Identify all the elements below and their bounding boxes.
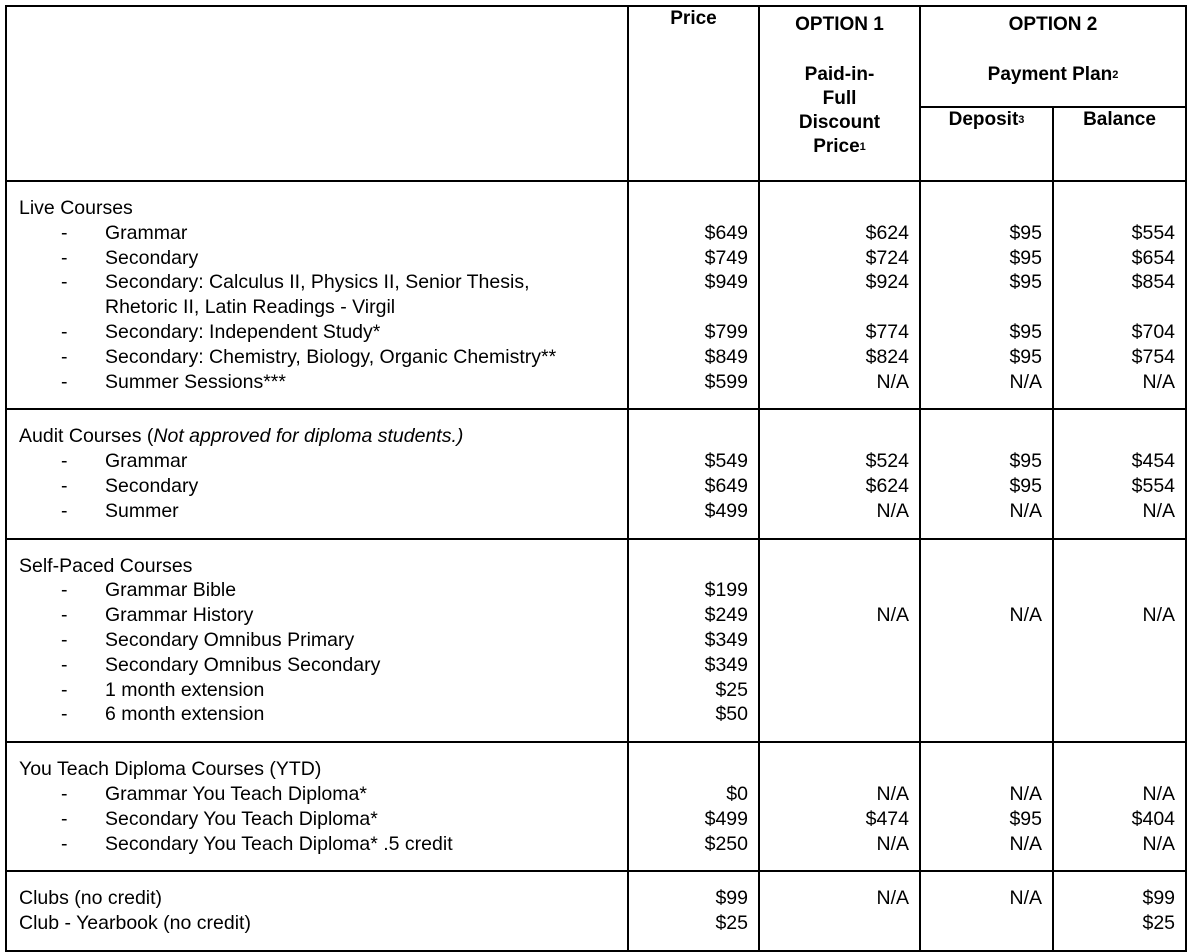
list-item: - Secondary Omnibus Secondary xyxy=(61,653,381,676)
balance-value: $554 xyxy=(1131,474,1176,497)
live-desc xyxy=(6,181,628,409)
discount-value: N/A xyxy=(876,782,909,805)
audit-discount xyxy=(759,409,920,538)
list-item: - Secondary You Teach Diploma* xyxy=(61,807,378,830)
discount-value: $624 xyxy=(865,474,909,497)
deposit-value: $95 xyxy=(1009,246,1042,269)
header-balance: Balance xyxy=(1053,107,1186,181)
price-value: $649 xyxy=(704,474,748,497)
list-item: - 6 month extension xyxy=(61,703,265,726)
balance-value: $654 xyxy=(1131,246,1176,269)
list-item: - Secondary xyxy=(61,246,199,269)
live-price xyxy=(628,181,759,409)
deposit-value: N/A xyxy=(1009,370,1042,393)
discount-value: N/A xyxy=(876,887,909,910)
list-item: - Secondary: Chemistry, Biology, Organic Chemistry** xyxy=(61,345,557,368)
balance-value: $754 xyxy=(1131,345,1176,368)
price-value: $25 xyxy=(715,912,748,935)
discount-value: N/A xyxy=(876,604,909,627)
price-value: $249 xyxy=(704,604,748,627)
ytd-balance xyxy=(1053,742,1186,871)
option1-line: Discount xyxy=(798,112,881,133)
clubs-deposit xyxy=(920,871,1053,951)
balance-value: $554 xyxy=(1131,221,1176,244)
list-item: - Grammar History xyxy=(61,604,254,627)
balance-value: N/A xyxy=(1142,370,1176,393)
list-item: - Secondary: Independent Study* xyxy=(61,320,381,343)
deposit-value: $95 xyxy=(1009,450,1042,473)
section-clubs xyxy=(6,871,1186,951)
club-item: Clubs (no credit) xyxy=(19,887,163,910)
list-item: - Summer Sessions*** xyxy=(61,370,286,393)
price-value: $99 xyxy=(715,887,748,910)
section-title: You Teach Diploma Courses (YTD) xyxy=(19,758,322,781)
list-item: - Grammar xyxy=(61,450,188,473)
club-item: Club - Yearbook (no credit) xyxy=(19,912,251,935)
section-ytd xyxy=(6,742,1186,871)
balance-value: N/A xyxy=(1142,499,1176,522)
section-title: Self-Paced Courses xyxy=(19,554,193,577)
list-item: - Grammar xyxy=(61,221,188,244)
live-discount xyxy=(759,181,920,409)
footnote-3: 3 xyxy=(1018,114,1025,126)
balance-value: $99 xyxy=(1142,887,1176,910)
list-item: - Secondary: Calculus II, Physics II, Senior Thesis, xyxy=(61,271,530,294)
balance-value: $704 xyxy=(1131,320,1176,343)
ytd-discount xyxy=(759,742,920,871)
audit-balance xyxy=(1053,409,1186,538)
deposit-value: N/A xyxy=(1009,887,1042,910)
header-option1 xyxy=(759,6,920,181)
deposit-value: N/A xyxy=(1009,499,1042,522)
deposit-value: N/A xyxy=(1009,604,1042,627)
list-item: - Secondary You Teach Diploma* .5 credit xyxy=(61,832,453,855)
balance-value: $854 xyxy=(1131,271,1176,294)
option1-line: Price$^1$ xyxy=(813,136,866,157)
live-balance xyxy=(1053,181,1186,409)
discount-value: $524 xyxy=(865,450,909,473)
discount-value: $824 xyxy=(865,345,909,368)
clubs-desc xyxy=(6,871,628,951)
price-value: $849 xyxy=(704,345,748,368)
deposit-value: N/A xyxy=(1009,782,1042,805)
price-value: $499 xyxy=(704,807,748,830)
price-value: $949 xyxy=(704,271,748,294)
balance-value: N/A xyxy=(1142,604,1176,627)
header-deposit: Deposit$^3$ xyxy=(920,107,1053,181)
selfpaced-discount xyxy=(759,539,920,743)
discount-value: $924 xyxy=(865,271,909,294)
balance-value: $404 xyxy=(1131,807,1176,830)
price-value: $349 xyxy=(704,653,748,676)
option1-subtitle xyxy=(760,63,919,159)
header-price: Price xyxy=(628,6,759,181)
deposit-value: $95 xyxy=(1009,345,1042,368)
price-value: $349 xyxy=(704,628,748,651)
deposit-value: N/A xyxy=(1009,832,1042,855)
price-value: $0 xyxy=(726,782,748,805)
list-item: - Secondary xyxy=(61,474,199,497)
audit-deposit xyxy=(920,409,1053,538)
list-item: - Secondary Omnibus Primary xyxy=(61,628,355,651)
audit-desc xyxy=(6,409,628,538)
clubs-discount xyxy=(759,871,920,951)
clubs-price xyxy=(628,871,759,951)
list-item: - Grammar You Teach Diploma* xyxy=(61,782,367,805)
price-value: $599 xyxy=(704,370,748,393)
deposit-value: $95 xyxy=(1009,320,1042,343)
ytd-desc xyxy=(6,742,628,871)
balance-value: N/A xyxy=(1142,832,1176,855)
header-blank-cell xyxy=(6,6,628,181)
price-value: $549 xyxy=(704,450,748,473)
list-item-continuation: Rhetoric II, Latin Readings - Virgil xyxy=(105,296,396,319)
footnote-1: 1 xyxy=(859,141,866,153)
ytd-price xyxy=(628,742,759,871)
deposit-value: $95 xyxy=(1009,807,1042,830)
price-value: $799 xyxy=(704,320,748,343)
section-audit xyxy=(6,409,1186,538)
footnote-2: 2 xyxy=(1112,69,1119,81)
list-item: - Grammar Bible xyxy=(61,579,237,602)
discount-value: N/A xyxy=(876,832,909,855)
option2-title: OPTION 2 xyxy=(1008,14,1098,35)
price-value: $25 xyxy=(715,678,748,701)
price-value: $250 xyxy=(704,832,748,855)
clubs-balance xyxy=(1053,871,1186,951)
balance-value: $25 xyxy=(1142,912,1176,935)
balance-value: N/A xyxy=(1142,782,1176,805)
section-live xyxy=(6,181,1186,409)
deposit-value: $95 xyxy=(1009,271,1042,294)
audit-note: Not approved for diploma students.) xyxy=(153,425,464,448)
discount-value: N/A xyxy=(876,370,909,393)
discount-value: $474 xyxy=(865,807,909,830)
section-selfpaced xyxy=(6,539,1186,743)
discount-value: $624 xyxy=(865,221,909,244)
selfpaced-desc xyxy=(6,539,628,743)
live-deposit xyxy=(920,181,1053,409)
header-option2 xyxy=(920,6,1186,107)
price-value: $649 xyxy=(704,221,748,244)
price-value: $499 xyxy=(704,499,748,522)
price-value: $749 xyxy=(704,246,748,269)
discount-value: $724 xyxy=(865,246,909,269)
option1-line: Full xyxy=(822,88,857,109)
selfpaced-price xyxy=(628,539,759,743)
option2-subtitle: Payment Plan$^2$ xyxy=(987,64,1119,85)
selfpaced-balance xyxy=(1053,539,1186,743)
pricing-table xyxy=(5,5,1187,952)
discount-value: $774 xyxy=(865,320,909,343)
selfpaced-deposit xyxy=(920,539,1053,743)
option1-title: OPTION 1 xyxy=(795,14,884,35)
audit-price xyxy=(628,409,759,538)
section-title: Live Courses xyxy=(19,197,133,219)
ytd-deposit xyxy=(920,742,1053,871)
deposit-value: $95 xyxy=(1009,474,1042,497)
balance-value: $454 xyxy=(1131,450,1176,473)
option1-line: Paid-in- xyxy=(804,64,875,85)
list-item: - 1 month extension xyxy=(61,678,265,701)
list-item: - Summer xyxy=(61,499,179,522)
price-value: $50 xyxy=(715,703,748,726)
section-title: Audit Courses (Not approved for diploma students.) xyxy=(19,425,464,448)
discount-value: N/A xyxy=(876,499,909,522)
deposit-value: $95 xyxy=(1009,221,1042,244)
price-value: $199 xyxy=(704,579,748,602)
